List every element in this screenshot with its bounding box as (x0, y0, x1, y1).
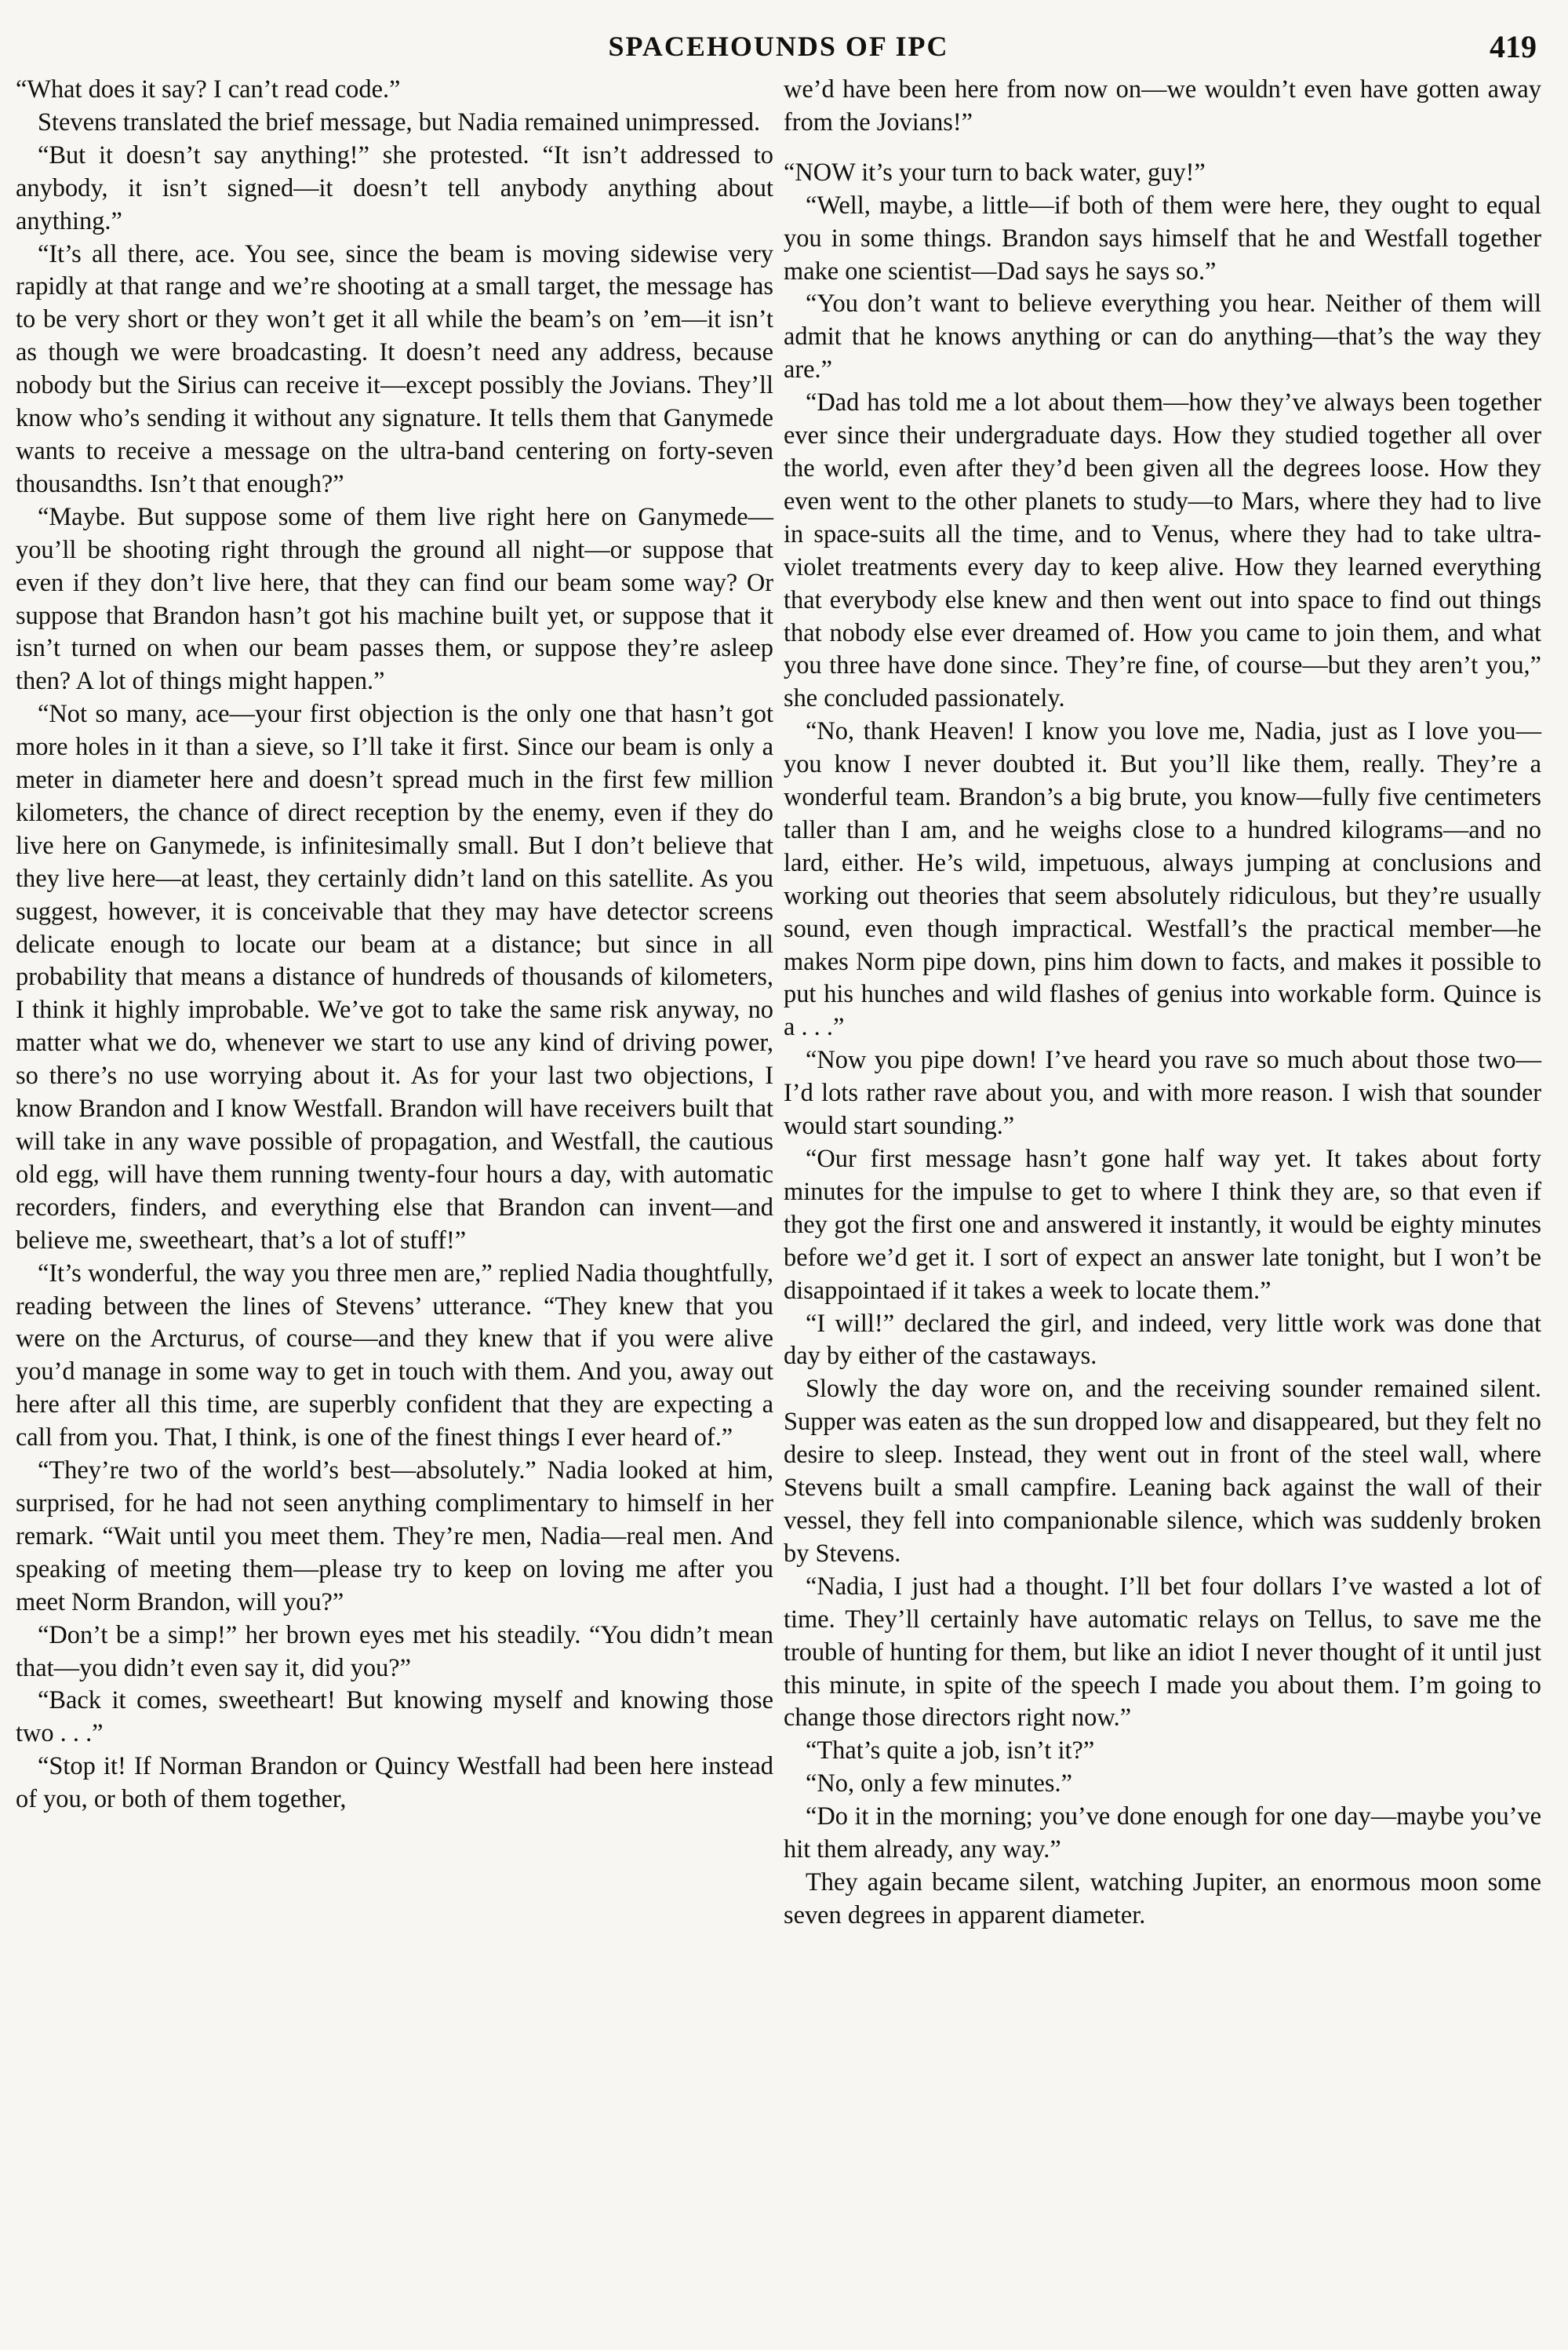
page-header (16, 22, 1541, 63)
page-number: 419 (1490, 29, 1537, 64)
paragraph: “Dad has told me a lot about them—how they’ve always been together ever since their undergraduate days. How they studied together all over the world, even after they’d been given all the degrees loose. How they even went to the other planets to study—to Mars, where they had to live in space-suits all the time, and to Venus, where they had to take ultra-violet treatments every day to keep alive. How they learned everything that everybody else knew and then went out into space to find out things that nobody else ever dreamed of. How you came to join them, and what you three have done since. They’re fine, of course—but they aren’t you,” she concluded passionately. (784, 388, 1541, 713)
paragraph: “It’s all there, ace. You see, since the beam is moving sidewise very rapidly at that range and we’re shooting at a small target, the message has to be very short or they won’t get it all while the beam’s on ’em—it isn’t as though we were broadcasting. It doesn’t need any address, because nobody but the Sirius can receive it—except possibly the Jovians. They’ll know who’s sending it without any signature. It tells them that Ganymede wants to receive a message on the ultra-band centering on forty-seven thousandths. Isn’t that enough?” (16, 239, 773, 498)
paragraph: “That’s quite a job, isn’t it?” (806, 1736, 1095, 1765)
paragraph: They again became silent, watching Jupiter, an enormous moon some seven degrees in apparent diameter. (784, 1867, 1541, 1929)
text-columns (16, 74, 1541, 2341)
paragraph: “Not so many, ace—your first objection is the only one that hasn’t got more holes in it than a sieve, so I’ll take it first. Since our beam is only a meter in diameter here and doesn’t spread much in the first few million kilometers, the chance of direct reception by the enemy, even if they do live here on Ganymede, is infinitesimally small. But I don’t believe that they live here—at least, they certainly didn’t land on this satellite. As you suggest, however, it is conceivable that they may have detector screens delicate enough to locate our beam at a distance; but since in all probability that means a distance of hundreds of thousands of kilometers, I think it highly improbable. We’ve got to take the same risk anyway, no matter what we do, whenever we start to use any kind of driving power, so there’s no use worrying about it. As for your last two objections, I know Brandon and I know Westfall. Brandon will have receivers built that will take in any wave possible of propagation, and Westfall, the cautious old egg, will have them running twenty-four hours a day, with automatic recorders, finders, and everything else that Brandon can invent—and believe me, sweetheart, that’s a lot of stuff!” (16, 700, 773, 1255)
paragraph: “It’s wonderful, the way you three men are,” replied Nadia thoughtfully, reading between the lines of Stevens’ utterance. “They knew that you were on the Arcturus, of course—and they knew that if you were alive you’d manage in some way to get in touch with them. And you, away out here after all this time, are superbly confident that they are expecting a call from you. That, I think, is one of the finest things I ever heard of.” (16, 1259, 773, 1452)
paragraph: “Our first message hasn’t gone half way yet. It takes about forty minutes for the impulse to get to where I think they are, so that even if they got the first one and answered it instantly, it would be eighty minutes before we’d get it. I sort of expect an answer late tonight, but I won’t be disappointaed if it takes a week to locate them.” (784, 1145, 1541, 1305)
paragraph: we’d have been here from now on—we wouldn’t even have gotten away from the Jovians!” (784, 75, 1541, 137)
paragraph: “No, only a few minutes.” (806, 1769, 1073, 1798)
paragraph: “No, thank Heaven! I know you love me, Nadia, just as I love you—you know I never doubted it. But you’ll like them, really. They’re a wonderful team. Brandon’s a big brute, you know—fully five centimeters taller than I am, and he weighs close to a hundred kilograms—and no lard, either. He’s wild, impetuous, always jumping at conclusions and working out theories that seem absolutely ridiculous, but they’re usually sound, even though impractical. Westfall’s the practical member—he makes Norm pipe down, pins him down to facts, and makes it possible to put his hunches and wild flashes of genius into workable form. Quince is a . . .” (784, 717, 1541, 1042)
paragraph: “Don’t be a simp!” her brown eyes met his steadily. “You didn’t mean that—you didn’t even say it, did you?” (16, 1620, 773, 1682)
paragraph: “What does it say? I can’t read code.” (16, 75, 401, 104)
paragraph: “Well, maybe, a little—if both of them were here, they ought to equal you in some things. Brandon says himself that he and Westfall together make one scientist—Dad says he says so.” (784, 191, 1541, 286)
right-column (784, 74, 1541, 2341)
paragraph: “Now you pipe down! I’ve heard you rave so much about those two—I’d lots rather rave about you, and with more reason. I wish that sounder would start sounding.” (784, 1046, 1541, 1141)
paragraph: “I will!” declared the girl, and indeed, very little work was done that day by either of the castaways. (784, 1309, 1541, 1371)
paragraph: Slowly the day wore on, and the receiving sounder remained silent. Supper was eaten as the sun dropped low and disappeared, but they felt no desire to sleep. Instead, they went out in front of the steel wall, where Stevens built a small campfire. Leaning back against the wall of their vessel, they fell into companionable silence, which was suddenly broken by Stevens. (784, 1375, 1541, 1568)
paragraph: “Stop it! If Norman Brandon or Quincy Westfall had been here instead of you, or both of them together, (16, 1752, 773, 1814)
paragraph: “But it doesn’t say anything!” she protested. “It isn’t addressed to anybody, it isn’t signed—it doesn’t tell anybody anything about anything.” (16, 140, 773, 235)
paragraph: “Back it comes, sweetheart! But knowing myself and knowing those two . . .” (16, 1686, 773, 1748)
paragraph: Stevens translated the brief message, but Nadia remained unimpressed. (38, 107, 761, 137)
paragraph: “Maybe. But suppose some of them live right here on Ganymede—you’ll be shooting right through the ground all night—or suppose that even if they don’t live here, that they can find our beam some way? Or suppose that Brandon hasn’t got his machine built yet, or suppose that it isn’t turned on when our beam passes them, or suppose they’re asleep then? A lot of things might happen.” (16, 502, 773, 696)
paragraph: “Nadia, I just had a thought. I’ll bet four dollars I’ve wasted a lot of time. They’ll certainly have automatic relays on Tellus, to save me the trouble of hunting for them, but like an idiot I never thought of it until just this minute, in spite of the speech I made you about them. I’m going to change those directors right now.” (784, 1572, 1541, 1732)
running-title: SPACEHOUNDS OF IPC (608, 31, 949, 62)
paragraph: “Do it in the morning; you’ve done enough for one day—maybe you’ve hit them already, any way.” (784, 1802, 1541, 1864)
paragraph: “They’re two of the world’s best—absolutely.” Nadia looked at him, surprised, for he had not seen anything complimentary to himself in her remark. “Wait until you meet them. They’re men, Nadia—real men. And speaking of meeting them—please try to keep on loving me after you meet Norm Brandon, will you?” (16, 1456, 773, 1616)
left-column (16, 74, 773, 2341)
paragraph: “You don’t want to believe everything you hear. Neither of them will admit that he knows anything or can do anything—that’s the way they are.” (784, 290, 1541, 384)
section-opening-paragraph: “NOW it’s your turn to back water, guy!” (784, 158, 1206, 187)
